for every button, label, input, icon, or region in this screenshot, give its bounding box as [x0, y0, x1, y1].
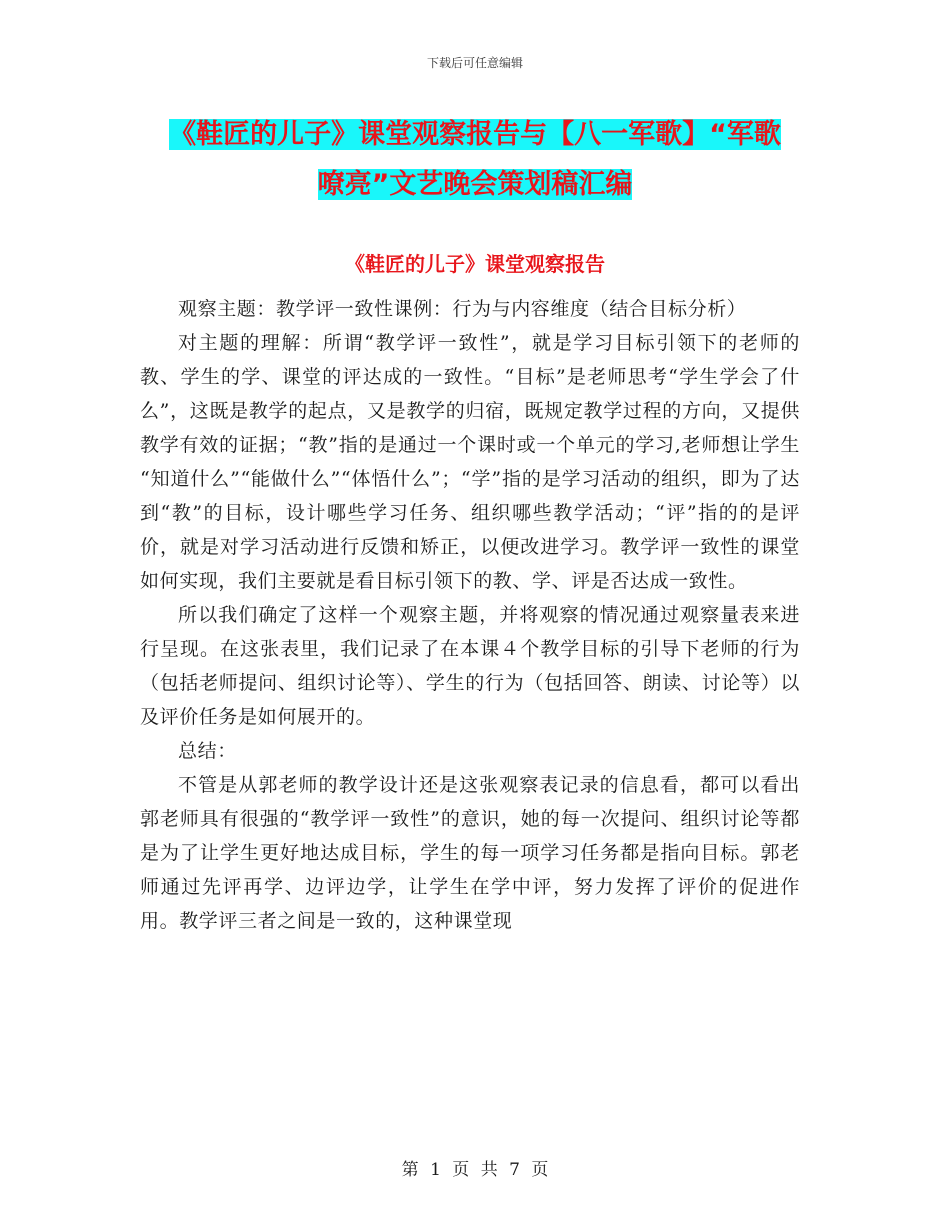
page-header-note: 下载后可任意编辑 [426, 56, 523, 70]
document-title-line-2: 嘹亮”文艺晚会策划稿汇编 [317, 169, 633, 200]
document-title-line-1: 《鞋匠的儿子》课堂观察报告与【八一军歌】“军歌 [169, 119, 781, 150]
paragraph-topic-understanding: 对主题的理解：所谓“教学评一致性”，就是学习目标引领下的老师的教、学生的学、课堂的评达成的一致性。“目标”是老师思考“学生学会了什么”，这既是教学的起点，又是教学的归宿，既规定教学过程的方向，又提供教学有效的证据；“教”指的是通过一个课时或一个单元的学习,老师想让学生 “知道什么”“能做什么”“体悟什么”；“学”指的是学习活动的组织，即为了达到“教”的目标，设计哪些学习任务、组织哪些教学活动；“评”指的的是评价，就是对学习活动进行反馈和矫正，以便改进学习。教学评一致性的课堂如何实现，我们主要就是看目标引领下的教、学、评是否达成一致性。 [140, 332, 800, 592]
paragraph-summary: 不管是从郭老师的教学设计还是这张观察表记录的信息看，都可以看出郭老师具有很强的“教学评一致性”的意识，她的每一次提问、组织讨论等都是为了让学生更好地达成目标，学生的每一项学习任务都是指向目标。郭老师通过先评再学、边评边学，让学生在学中评，努力发挥了评价的促进作用。教学评三者之间是一致的，这种课堂现 [140, 774, 800, 932]
body-text [140, 292, 800, 938]
section-title: 《鞋匠的儿子》课堂观察报告 [345, 252, 605, 276]
page-footer-number: 第 1 页 共 7 页 [401, 1160, 549, 1180]
paragraph-summary-heading: 总结： [178, 740, 237, 762]
paragraph-observation-method: 所以我们确定了这样一个观察主题，并将观察的情况通过观察量表来进行呈现。在这张表里，我们记录了在本课４个教学目标的引导下老师的行为（包括老师提问、组织讨论等）、学生的行为（包括回答、朗读、讨论等）以及评价任务是如何展开的。 [140, 604, 800, 728]
paragraph-observation-topic: 观察主题：教学评一致性课例：行为与内容维度（结合目标分析） [178, 298, 747, 320]
document-title [140, 110, 810, 210]
